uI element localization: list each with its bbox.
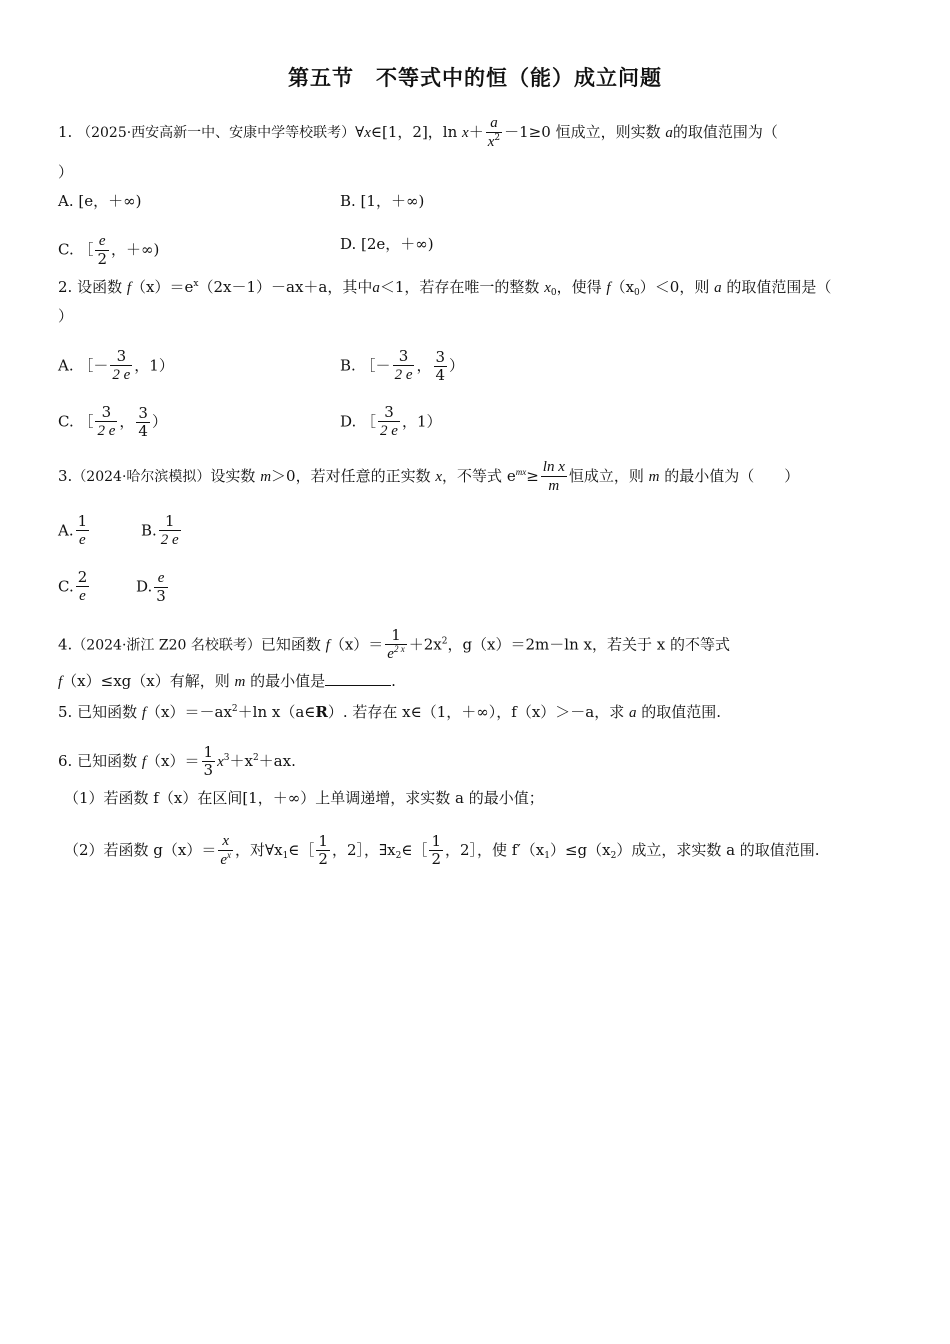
q1-option-c[interactable]: C. ［ $\frac{e}{2}$ ，＋∞) bbox=[58, 233, 160, 269]
q3-option-b[interactable]: B. $\frac{1}{2 e}$ bbox=[141, 512, 179, 549]
question-2-stem: 2. 设函数 $f(x)=e^x(2x-1)-ax+a$，其中a＜1，若存在唯一的整数 $x_0$，使得 $f(x_0)<0$，则 a 的取值范围是（ bbox=[58, 278, 832, 298]
question-1-stem: 1. （2025·西安高新一中、安康中学等校联考）∀x∈[1，2]，ln x＋ $\frac{a}{x^2}$ －1≥0 恒成立，则实数 a的取值范围为（ bbox=[58, 115, 778, 151]
question-6-part-1: （1）若函数 f（x）在区间[1，＋∞）上单调递增，求实数 a 的最小值； bbox=[64, 789, 544, 807]
q2-option-c[interactable]: C. ［ $\frac{3}{2 e}$ ， $\frac{3}{4}$ ） bbox=[58, 403, 167, 440]
question-3-stem: 3.（2024·哈尔滨模拟）设实数 m＞0，若对任意的正实数 x，不等式 $e^{mx}\ge$ $\frac{\text{ln x}}{m}$ 恒成立，则 m 的最小值为（ ） bbox=[58, 459, 800, 495]
question-1-source: （2025·西安高新一中、安康中学等校联考） bbox=[77, 124, 356, 141]
page-title: 第五节 不等式中的恒（能）成立问题 bbox=[288, 66, 662, 90]
q2-option-d[interactable]: D. ［ $\frac{3}{2 e}$ ，1） bbox=[340, 403, 442, 440]
q2-option-a[interactable]: A. ［－ $\frac{3}{2 e}$ ，1） bbox=[58, 347, 174, 384]
question-4-stem: 4.（2024·浙江 Z20 名校联考）已知函数 f（x）＝ $\frac{1}{e^{2 x}}$ $+2x^2$，g（x）＝2m－ln x，若关于 x 的不等式 bbox=[58, 626, 730, 663]
question-1-close: ） bbox=[58, 163, 74, 181]
question-4-line-2: f（x）≤xg（x）有解，则 m 的最小值是 . bbox=[58, 672, 396, 690]
question-2-close: ） bbox=[58, 307, 74, 325]
q2-option-b[interactable]: B. ［－ $\frac{3}{2 e}$ ， $\frac{3}{4}$ ） bbox=[340, 347, 465, 384]
question-3-source: （2024·哈尔滨模拟） bbox=[72, 468, 211, 485]
answer-blank[interactable] bbox=[325, 671, 391, 686]
question-4-source: （2024·浙江 Z20 名校联考） bbox=[72, 637, 261, 654]
question-5-stem: 5. 已知函数 $f(x)=-ax^2+\ln$ x（a∈R）. 若存在 x∈（1，＋∞），f（x）＞－a，求 a 的取值范围. bbox=[58, 703, 722, 721]
question-6-stem: 6. 已知函数 f（x）＝ $\frac{1}{3}$ $x^3+x^2+ax$. bbox=[58, 743, 296, 780]
q3-option-a[interactable]: A. $\frac{1}{e}$ bbox=[58, 512, 88, 549]
q3-option-d[interactable]: D. $\frac{e}{3}$ bbox=[136, 570, 166, 606]
q1-option-a[interactable]: A. [e，＋∞) bbox=[58, 192, 142, 210]
question-6-part-2: （2）若函数 g（x）＝ $\frac{x}{e^x}$ ，对$\forall x_1\in[$ $\frac{1}{2}$ ，2］，$\exists x_2\in[$ $\frac{1}{2}$ ，2］，使 $f'(x_1)\le g(x_2)$成立，求实数 a 的取值范围. bbox=[64, 832, 820, 869]
fraction-a-over-x2: $\frac{a}{x^2}$ bbox=[487, 115, 501, 151]
q1-option-b[interactable]: B. [1，＋∞) bbox=[340, 192, 425, 210]
q3-option-c[interactable]: C. $\frac{2}{e}$ bbox=[58, 568, 88, 605]
q1-option-d[interactable]: D. [2e，＋∞) bbox=[340, 235, 434, 253]
